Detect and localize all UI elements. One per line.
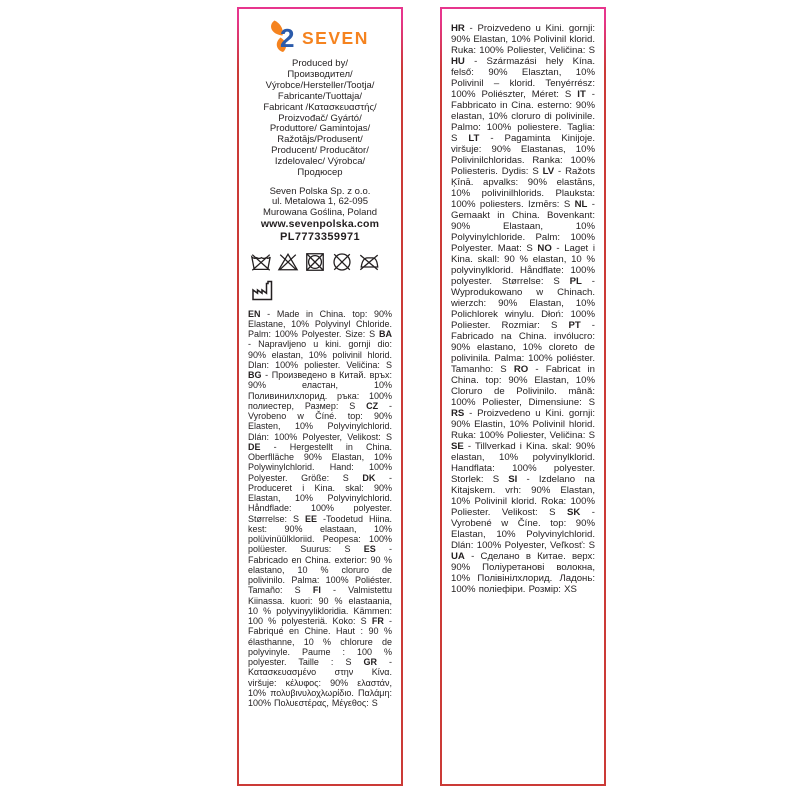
care-label-panel-right xyxy=(440,7,606,786)
language-code: SE xyxy=(451,441,464,452)
do-not-wash-icon xyxy=(250,251,272,273)
language-code: FI xyxy=(312,585,321,596)
text-line: Proizvođač/ Gyártó/ xyxy=(278,112,362,124)
text-line: Izdelovalec/ Výrobca/ xyxy=(274,156,366,168)
brand-wordmark: SEVEN xyxy=(302,28,369,48)
language-code: RO xyxy=(513,364,529,375)
composition-text-right: HR - Proizvedeno u Kini. gornji: 90% Elastan, 10% Polivinil klorid. Ruka: 100% Poliester, Veličina: S HU - Származási hely Kína. felső: 90% Elasztan, 10% Polivinil – klorid. Tenyérrész: 100% Poliészter, Méret: S IT - Fabbricato in Cina. esterno: 90% elastan, 10% cloruro di polivinile. Palmo: 100% poliestere. Taglia: S LT - Pagaminta Kinijoje. viršuje: 90% Elastanas, 10% Polivinilchloridas. Ranka: 100% Poliesteris. Dydis: S LV - Ražots Ķīnā. apvalks: 90% elastāns, 10% polivinilhlorids. Plauksta: 100% poliesters. Izmērs: S NL - Gemaakt in China. Bovenkant: 90% Elastaan, 10% Polyvinylchloride. Palm: 100% Polyester. Maat: S NO - Laget i Kina. skall: 90 % elastan, 10 % polyvinylklorid. Håndflate: 100% polyester. Størrelse: S PL - Wyprodukowano w Chinach. wierzch: 90% Elastan, 10% Polichlorek winylu. Dłoń: 100% Poliester. Rozmiar: S PT - Fabricado na China. invólucro: 90% elastano, 10% cloreto de polivinila. Palma: 100% poliéster. Tamanho: S RO - Fabricat in China. top: 90% Elastan, 10% Cloruro de Polivinilo. mână: 100% Poliester, Dimensiune: S RS - Proizvedeno u Kini. gornji: 90% Elastin, 10% Polivinil hlorid. Ruka: 100% Poliester, Veličina: S SE - Tillverkad i Kina. skal: 90% elastan, 10% polyvinylklorid. Handflata: 100% polyester. Storlek: S SI - Izdelano na Kitajskem. vrh: 90% Elastan, 10% Polivinil klorid. Roka: 100% Poliester. Velikost: S SK - Vyrobené w Číne. top: 90% Elastan, 10% Polyvinylchlorid. Dlán: 100% Polyester, Veľkosť: S UA - Сделано в Китае. верх: 90% Поліуретанові волокна, 10% Полівінілхлорид. Ладонь: 100% поліефіри. Розмір: XS xyxy=(451,23,595,595)
text-line: Ražotājs/Produsent/ xyxy=(277,134,363,146)
language-code: ES xyxy=(363,544,376,555)
website-text: www.sevenpolska.com xyxy=(260,218,380,231)
language-code: DE xyxy=(248,441,261,452)
produced-by-block xyxy=(248,59,392,179)
text-line: Seven Polska Sp. z o.o. xyxy=(269,185,371,197)
language-code: IT xyxy=(577,89,586,100)
right-panel-content xyxy=(442,9,604,611)
language-code: EE xyxy=(304,513,317,524)
language-code: HR xyxy=(451,23,465,34)
text-line: Produced by/ xyxy=(292,58,348,69)
language-code: DK xyxy=(362,472,376,483)
language-code: PT xyxy=(568,320,581,331)
language-code: NL xyxy=(574,199,588,210)
language-code: PL xyxy=(569,276,582,287)
care-label-panel-left xyxy=(237,7,403,786)
do-not-tumble-dry-icon xyxy=(304,251,326,273)
do-not-dry-clean-icon xyxy=(331,251,353,273)
text-line: Producent/ Producător/ xyxy=(271,145,369,157)
do-not-bleach-icon xyxy=(277,251,299,273)
left-panel-content xyxy=(239,9,401,723)
text-line: Продюсер xyxy=(297,167,343,179)
logo-mark-icon: 2 xyxy=(280,23,295,53)
language-code: HU xyxy=(451,56,465,67)
care-symbols-row xyxy=(250,251,392,273)
brand-logo xyxy=(248,18,392,54)
language-code: NO xyxy=(537,243,552,254)
factory-icon xyxy=(250,278,276,302)
text-line: Výrobce/Hersteller/Tootja/ xyxy=(265,79,375,91)
language-code: SK xyxy=(567,507,581,518)
language-code: GR xyxy=(363,657,377,668)
text-line: Fabricante/Tuottaja/ xyxy=(277,90,363,102)
text-line: ul. Metalowa 1, 62-095 xyxy=(271,196,369,208)
language-code: RS xyxy=(451,408,465,419)
do-not-iron-icon xyxy=(358,251,380,273)
language-code: LT xyxy=(468,133,480,144)
seven-logo-graphic xyxy=(266,18,374,54)
language-code: SI xyxy=(508,474,518,485)
language-code: LV xyxy=(542,166,555,177)
manufacturer-address xyxy=(248,187,392,218)
language-code: BA xyxy=(379,329,392,340)
vat-number: PL7773359971 xyxy=(279,230,361,243)
language-code: BG xyxy=(248,370,262,381)
language-code: UA xyxy=(451,551,465,562)
manufacturer-symbol-row xyxy=(250,278,392,302)
composition-text-left: EN - Made in China. top: 90% Elastane, 10% Polyvinyl Chloride. Palm: 100% Polyester. Size: S BA - Napravljeno u kini. gornji dio: 90% elastan, 10% polivinil hlorid. Dlan: 100% poliester. Veličina: S BG - Произведено в Китай. връх: 90% еластан, 10% Поливинилхлорид. ръка: 100% полиестер, Размер: S CZ - Vyrobeno w Číné. top: 90% Elasten, 10% Polyvinylchlorid. Dlán: 100% Polyester, Velikost: S DE - Hergestellt in China. Oberflläche 90% Elastan, 10% Polywinylchlorid. Hand: 100% Polyester. Größe: S DK - Produceret i Kina. skal: 90% Elastan, 10% Polyvinylchlorid. Håndflade: 100% polyester. Størrelse: S EE -Toodetud Hiina. kest: 90% elastaan, 10% polüvinüülkloriid. Peopesa: 100% polüester. Suurus: S ES - Fabricado en China. exterior: 90 % elastano, 10 % cloruro de polivinilo. Palma: 100% Poliéster. Tamaño: S FI - Valmistettu Kiinassa. kuori: 90 % elastaania, 10 % polyvinyylikloridia. Kämmen: 100 % polyesteriä. Koko: S FR - Fabriqué en Chine. Haut : 90 % élasthanne, 10 % chlorure de polyvinyle. Paume : 100 % polyester. Taille : S GR - Κατασκευασμένο στην Κίνα. viršuje: κέλυφος: 90% ελαστάν, 10% πολυβινυλοχλωρίδιο. Παλάμη: 100% Πολυεστέρας, Μέγεθος: S xyxy=(248,308,393,709)
text-line: Produttore/ Gamintojas/ xyxy=(269,123,371,135)
text-line: Производител/ xyxy=(287,68,353,80)
text-line: Fabricant /Κατασκευαστής/ xyxy=(263,101,377,113)
language-code: EN xyxy=(248,308,261,319)
language-code: FR xyxy=(371,616,384,627)
text-line: Murowana Goślina, Poland xyxy=(262,206,378,218)
language-code: CZ xyxy=(366,400,379,411)
